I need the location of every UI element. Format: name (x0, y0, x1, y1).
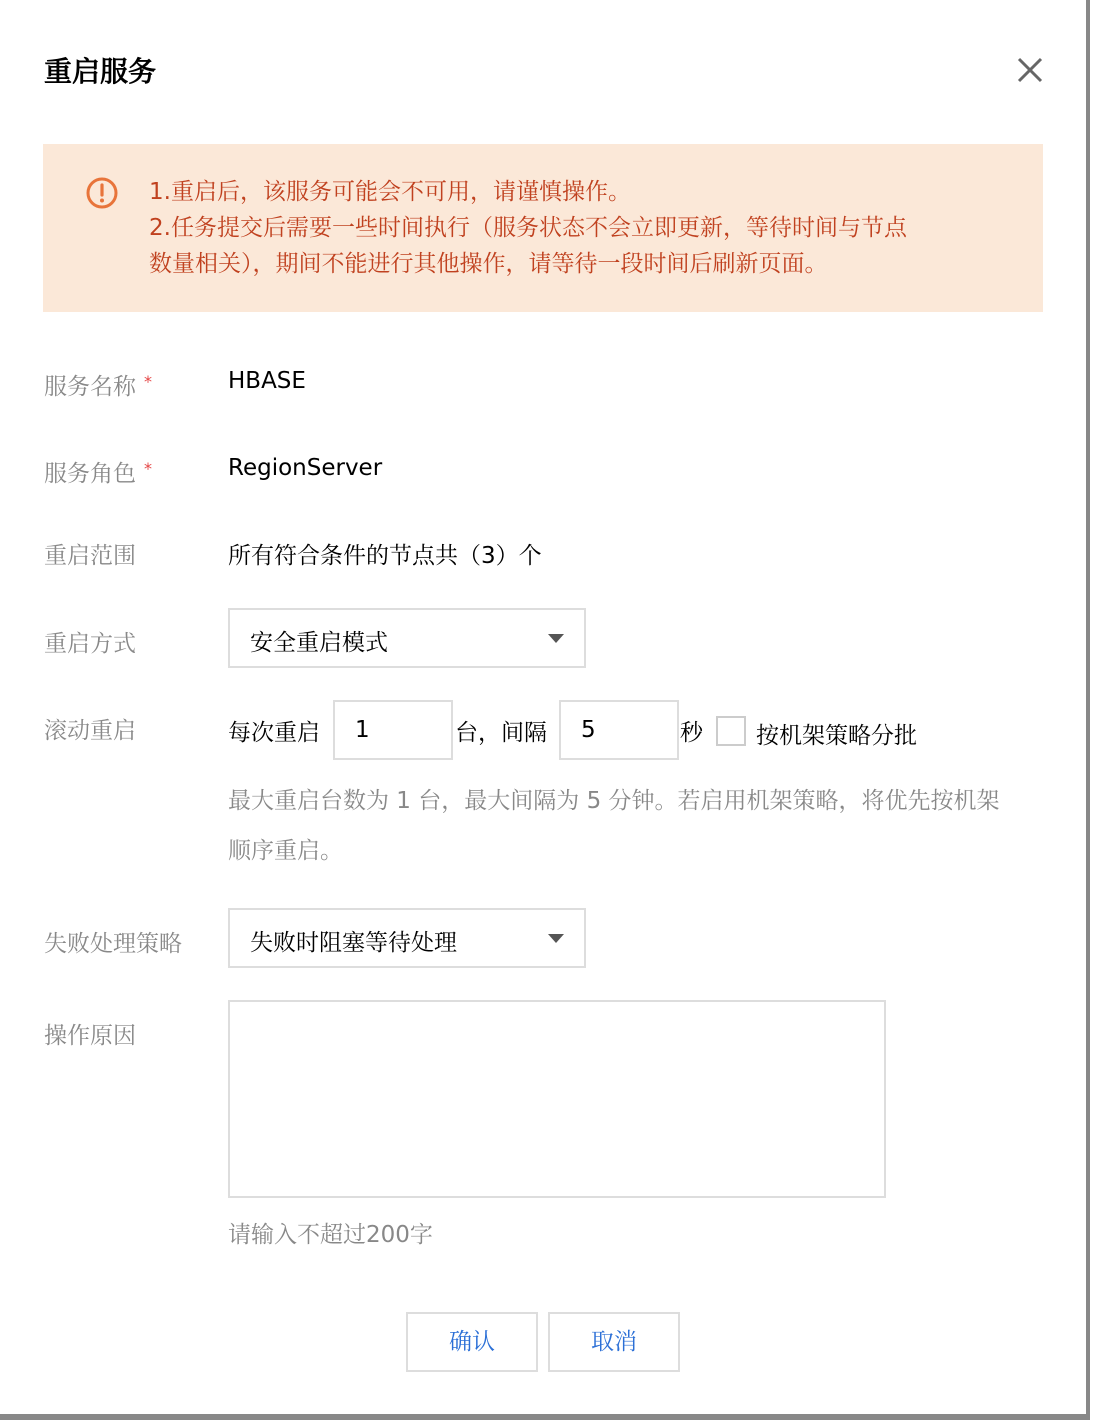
rolling-restart-hint-line-1: 最大重启台数为 1 台，最大间隔为 5 分钟。若启用机架策略，将优先按机架 (228, 788, 1000, 814)
chevron-down-icon (548, 934, 564, 943)
service-role-label (44, 455, 152, 488)
required-mark: * (144, 459, 152, 478)
service-name-label (44, 368, 152, 401)
failure-strategy-label: 失败处理策略 (44, 931, 182, 957)
rolling-restart-label: 滚动重启 (44, 718, 136, 744)
rack-strategy-label: 按机架策略分批 (756, 723, 917, 749)
warning-line-2: 2.任务提交后需要一些时间执行（服务状态不会立即更新，等待时间与节点 (149, 215, 907, 241)
restart-scope-label: 重启范围 (44, 543, 136, 569)
rolling-restart-hint-line-2: 顺序重启。 (228, 838, 343, 864)
confirm-button[interactable]: 确认 (406, 1312, 538, 1372)
restart-count-unit: 台，间隔 (455, 720, 547, 746)
restart-count-input[interactable] (333, 700, 453, 760)
restart-mode-selected: 安全重启模式 (250, 630, 388, 656)
restart-interval-input[interactable] (559, 700, 679, 760)
dialog-title: 重启服务 (44, 55, 157, 88)
service-role-label-text: 服务角色 (44, 461, 136, 487)
rack-strategy-checkbox[interactable] (716, 716, 746, 746)
warning-icon (85, 176, 119, 210)
warning-alert (43, 144, 1043, 312)
chevron-down-icon (548, 634, 564, 643)
rolling-restart-hint (228, 776, 1028, 876)
warning-text (149, 174, 969, 282)
close-icon[interactable] (1012, 52, 1048, 88)
service-role-value: RegionServer (228, 455, 383, 481)
failure-strategy-select[interactable] (228, 908, 586, 968)
failure-strategy-selected: 失败时阻塞等待处理 (250, 930, 457, 956)
reason-textarea[interactable] (228, 1000, 886, 1198)
reason-label: 操作原因 (44, 1023, 136, 1049)
reason-hint: 请输入不超过200字 (228, 1222, 433, 1248)
warning-line-1: 1.重启后，该服务可能会不可用，请谨慎操作。 (149, 179, 631, 205)
restart-interval-unit: 秒 (680, 720, 703, 746)
required-mark: * (144, 372, 152, 391)
rolling-restart-prefix: 每次重启 (228, 720, 320, 746)
service-name-value: HBASE (228, 368, 306, 394)
warning-line-3: 数量相关），期间不能进行其他操作，请等待一段时间后刷新页面。 (149, 251, 828, 277)
restart-mode-select[interactable] (228, 608, 586, 668)
cancel-button[interactable]: 取消 (548, 1312, 680, 1372)
restart-mode-label: 重启方式 (44, 631, 136, 657)
restart-scope-value: 所有符合条件的节点共（3）个 (228, 543, 542, 569)
service-name-label-text: 服务名称 (44, 374, 136, 400)
